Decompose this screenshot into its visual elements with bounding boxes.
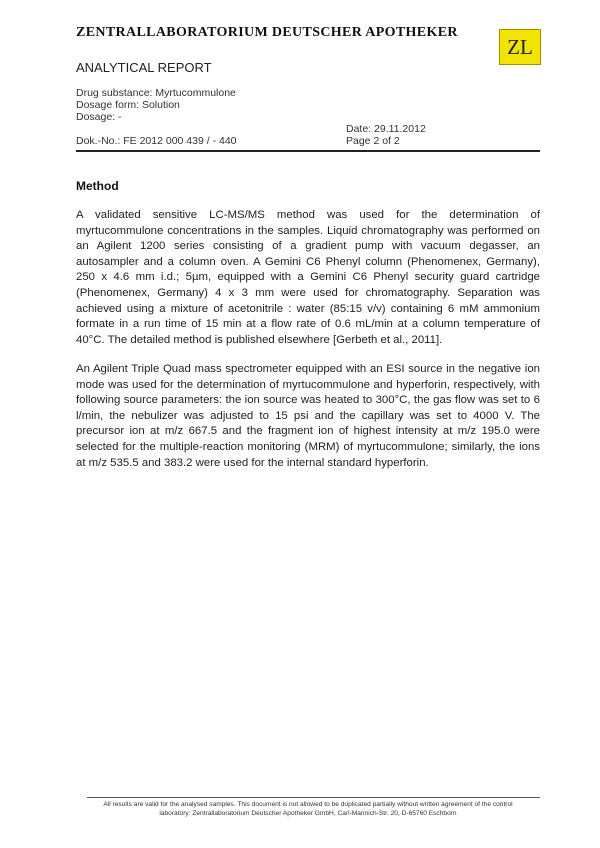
method-paragraph-chromatography: A validated sensitive LC-MS/MS method was used for the determination of myrtucommulone concentrations in the samples. Liquid chromatography was performed on an Agilent 1200 series consisting of a gradient pump with vacuum degasser, an autosampler and a column oven. A Gemini C6 Phenyl column (Phenomenex, Germany), 250 x 4.6 mm i.d.; 5µm, equipped with a Gemini C6 Phenyl security guard cartridge (Phenomenex, Germany) 4 x 3 mm were used for chromatography. Separation was achieved using a mixture of acetonitrile : water (85:15 v/v) containing 6 mM ammonium formate in a run time of 15 min at a flow rate of 0.6 mL/min at a column temperature of 40°C. The detailed method is published elsewhere [Gerbeth et al., 2011].: [76, 209, 540, 346]
organization-name: ZENTRALLABORATORIUM DEUTSCHER APOTHEKER: [76, 25, 458, 40]
footer-line-1: All results are valid for the analysed samples. This document is not allowed to be duplicated partially without written agreement of the control: [103, 801, 513, 808]
dosage: Dosage: -: [76, 111, 122, 123]
drug-substance: Drug substance: Myrtucommulone: [76, 87, 236, 99]
section-heading: Method: [76, 179, 119, 193]
document-number: Dok.-No.: FE 2012 000 439 / - 440: [76, 135, 237, 147]
dosage-form: Dosage form: Solution: [76, 99, 180, 111]
report-date: Date: 29.11.2012: [346, 123, 426, 135]
report-title: ANALYTICAL REPORT: [76, 60, 212, 75]
footer-line-2: laboratory: Zentrallaboratorium Deutscher Apotheker GmbH, Carl-Mannich-Str. 20, D-65760 Eschborn: [159, 810, 457, 817]
page-number: Page 2 of 2: [346, 135, 400, 147]
header-divider: [76, 150, 540, 152]
footer-disclaimer: [76, 800, 540, 818]
method-paragraph-mass-spectrometry: An Agilent Triple Quad mass spectrometer equipped with an ESI source in the negative ion mode was used for the determination of myrtucommulone and hyperforin, respectively, with following source parameters: the ion source was heated to 300°C, the gas flow was set to 6 l/min, the nebulizer was adjusted to 15 psi and the capillary was set to 4000 V. The precursor ion at m/z 667.5 and the fragment ion of highest intensity at m/z 195.0 were selected for the multiple-reaction monitoring (MRM) of myrtucommulone; similarly, the ions at m/z 535.5 and 383.2 were used for the internal standard hyperforin.: [76, 363, 540, 469]
zl-logo: ZL: [499, 29, 541, 65]
footer-divider: [87, 797, 540, 798]
